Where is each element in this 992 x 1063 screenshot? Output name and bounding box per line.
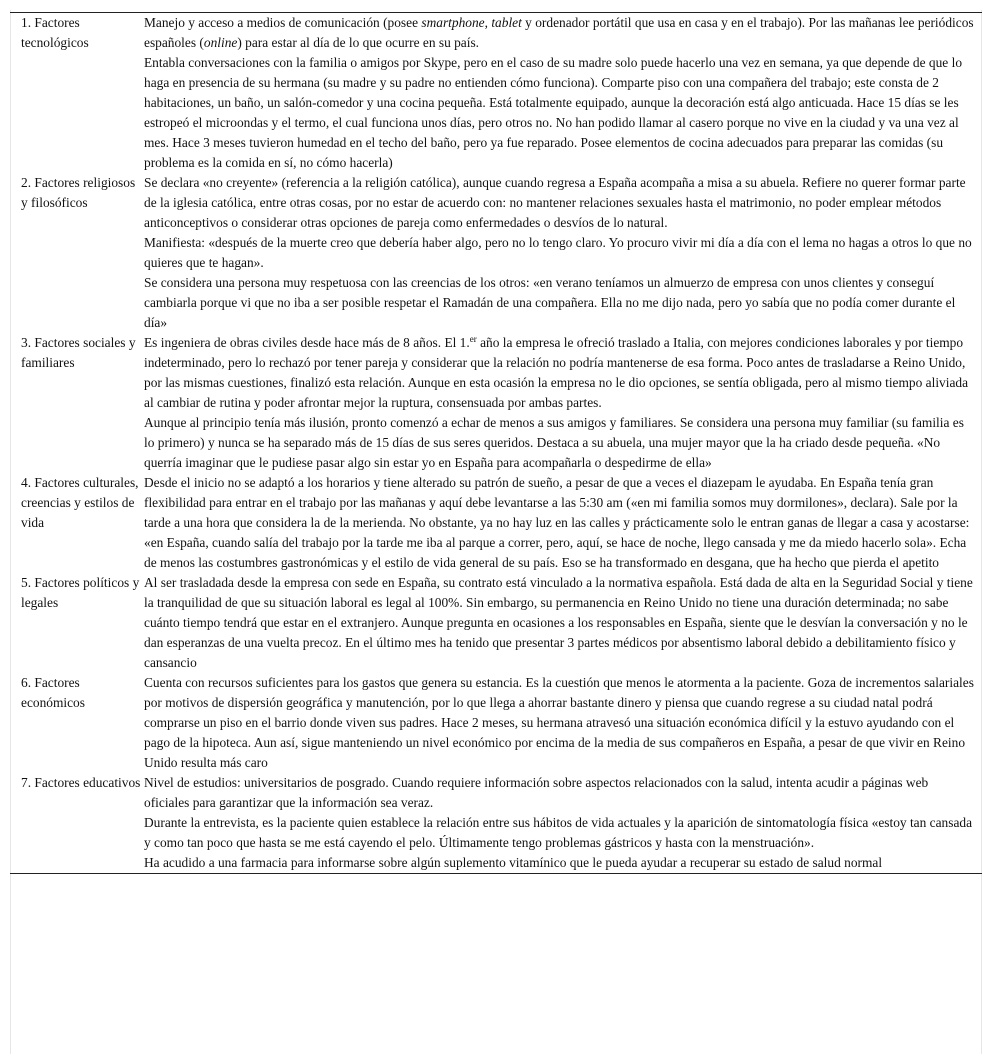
- description-paragraph: Aunque al principio tenía más ilusión, pronto comenzó a echar de menos a sus amigos y familiares. Se considera una persona muy familiar (su familia es lo primero) y nunca se ha separado más de 15 días de sus seres queridos. Destaca a su abuela, una mujer mayor que la ha criado desde pequeña. «No querría imaginar que le pudiese pasar algo sin estar yo en España para acompañarla o despedirme de ella»: [144, 415, 964, 470]
- table-body: [10, 13, 982, 874]
- factor-label: 4. Factores culturales, creencias y estilos de vida: [21, 475, 139, 530]
- factor-description: [144, 173, 982, 333]
- factor-label: 5. Factores políticos y legales: [21, 575, 140, 610]
- factor-description: [144, 673, 982, 773]
- table-row: [10, 13, 982, 174]
- italic-term: online: [203, 35, 238, 50]
- description-paragraph: Es ingeniera de obras civiles desde hace más de 8 años. El 1.$^{er}$ año la empresa le ofreció traslado a Italia, con mejores condiciones laborales y por tiempo indeterminado, pero lo rechazó por tener pareja y considerar que la relación no podría mantenerse de esa forma. Poco antes de trasladarse a Reino Unido, por las mismas cuestiones, finalizó esta relación. Aunque en esta ocasión la empresa no le dio opciones, se sentía obligada, pero al mismo tiempo aliviada al cambiar de rutina y poder afrontar mejor la ruptura, consensuada por ambas partes.: [144, 334, 969, 410]
- italic-term: tablet: [491, 15, 522, 30]
- factor-label: 3. Factores sociales y familiares: [21, 335, 136, 370]
- description-paragraph: Ha acudido a una farmacia para informarse sobre algún suplemento vitamínico que le pueda ayudar a recuperar su estado de salud normal: [144, 855, 883, 870]
- table-row: [10, 333, 982, 473]
- description-paragraph: Cuenta con recursos suficientes para los gastos que genera su estancia. Es la cuestión que menos le atormenta a la paciente. Goza de incrementos salariales por motivos de dispersión geográfica y manutención, por lo que llega a ahorrar bastante dinero y piensa que cuando regrese a su ciudad natal podrá comprarse un piso en el barrio donde viven sus padres. Hace 2 meses, su hermana atravesó una situación económica difícil y la estuvo ayudando con el pago de la hipoteca. Aun así, sigue manteniendo un nivel económico por encima de la media de sus compañeros en España, a pesar de que vivir en Reino Unido resulta más caro: [144, 675, 974, 770]
- table-row: [10, 473, 982, 573]
- factor-description: [144, 773, 982, 874]
- table-row: [10, 573, 982, 673]
- factor-description: [144, 573, 982, 673]
- factor-description: [144, 333, 982, 473]
- italic-term: smartphone: [421, 15, 485, 30]
- description-paragraph: Manejo y acceso a medios de comunicación (posee smartphone, tablet y ordenador portátil que usa en casa y en el trabajo). Por las mañanas lee periódicos españoles (online) para estar al día de lo que ocurre en su país.: [144, 15, 974, 50]
- description-paragraph: Manifiesta: «después de la muerte creo que debería haber algo, pero no lo tengo claro. Yo procuro vivir mi día a día con el lema no hagas a otros lo que no quieres que te hagan».: [144, 235, 972, 270]
- factors-table: [10, 12, 982, 874]
- description-paragraph: Al ser trasladada desde la empresa con sede en España, su contrato está vinculado a la normativa española. Está dada de alta en la Seguridad Social y tiene la tranquilidad de que su situación laboral es legal al 100%. Sin embargo, su permanencia en Reino Unido no tiene una duración determinada; no sabe cuánto tiempo tendrá que estar en el extranjero. Aunque pregunta en ocasiones a los responsables en España, siente que le desvían la conversación y no le dan esperanzas de una vuelta precoz. En el último mes ha tenido que presentar 3 partes médicos por absentismo laboral debido a debilitamiento físico y cansancio: [144, 575, 973, 670]
- table-row: [10, 673, 982, 773]
- factor-label: 6. Factores económicos: [21, 675, 85, 710]
- factor-label: 1. Factores tecnológicos: [21, 15, 89, 50]
- description-paragraph: Se considera una persona muy respetuosa con las creencias de los otros: «en verano teníamos un almuerzo de empresa con unos clientes y conseguí cambiarla porque vi que no iba a ser posible respetar el Ramadán de una compañera. Ella no me dijo nada, pero yo sabía que no podía comer durante el día»: [144, 275, 956, 330]
- table-row: [10, 173, 982, 333]
- table-row: [10, 773, 982, 874]
- description-paragraph: Nivel de estudios: universitarios de posgrado. Cuando requiere información sobre aspectos relacionados con la salud, intenta acudir a páginas web oficiales para garantizar que la información sea veraz.: [144, 775, 929, 810]
- factor-label: 2. Factores religiosos y filosóficos: [21, 175, 136, 210]
- description-paragraph: Desde el inicio no se adaptó a los horarios y tiene alterado su patrón de sueño, a pesar de que a veces el diazepam le ayudaba. En España tenía gran flexibilidad para entrar en el trabajo por las mañanas y aquí debe levantarse a las 5:30 am («en mi familia somos muy dormilones», declara). Sale por la tarde a una hora que considera la de la merienda. No obstante, ya no hay luz en las calles y prácticamente solo le entran ganas de llegar a casa y acostarse: «en España, cuando salía del trabajo por la tarde me iba al parque a correr, pero, aquí, se hace de noche, llego cansada y me da miedo hacerlo sola». Echa de menos las costumbres gastronómicas y el estilo de vida general de su país. Eso se ha transformado en desgana, que ha hecho que pierda el apetito: [144, 475, 970, 570]
- factor-description: [144, 13, 982, 174]
- factor-label: 7. Factores educativos: [21, 775, 141, 790]
- description-paragraph: Se declara «no creyente» (referencia a la religión católica), aunque cuando regresa a España acompaña a misa a su abuela. Refiere no querer formar parte de la iglesia católica, entre otras cosas, por no estar de acuerdo con: no mantener relaciones sexuales hasta el matrimonio, no poder emplear métodos anticonceptivos o considerar otras opciones de pareja como enfermedades o desvíos de lo natural.: [144, 175, 966, 230]
- description-paragraph: Entabla conversaciones con la familia o amigos por Skype, pero en el caso de su madre solo puede hacerlo una vez en semana, ya que depende de que lo haga en presencia de su hermana (su madre y su padre no entienden cómo funciona). Comparte piso con una compañera del trabajo; este consta de 2 habitaciones, un baño, un salón-comedor y una cocina pequeña. Está totalmente equipado, aunque la decoración está algo anticuada. Hace 15 días se les estropeó el microondas y el termo, el cual funciona unos días, pero otros no. No han podido llamar al casero porque no vive en la ciudad y va una vez al mes. Hace 3 meses tuvieron humedad en el techo del baño, pero ya fue reparado. Posee elementos de cocina adecuados para preparar las comidas (su problema es la comida en sí, no cómo hacerla): [144, 55, 963, 170]
- ordinal-superscript: er: [469, 334, 477, 344]
- factor-description: [144, 473, 982, 573]
- description-paragraph: Durante la entrevista, es la paciente quien establece la relación entre sus hábitos de vida actuales y la aparición de sintomatología física «estoy tan cansada y como tan poco que hasta se me está cayendo el pelo. Últimamente tengo problemas gástricos y hasta con la menstruación».: [144, 815, 973, 850]
